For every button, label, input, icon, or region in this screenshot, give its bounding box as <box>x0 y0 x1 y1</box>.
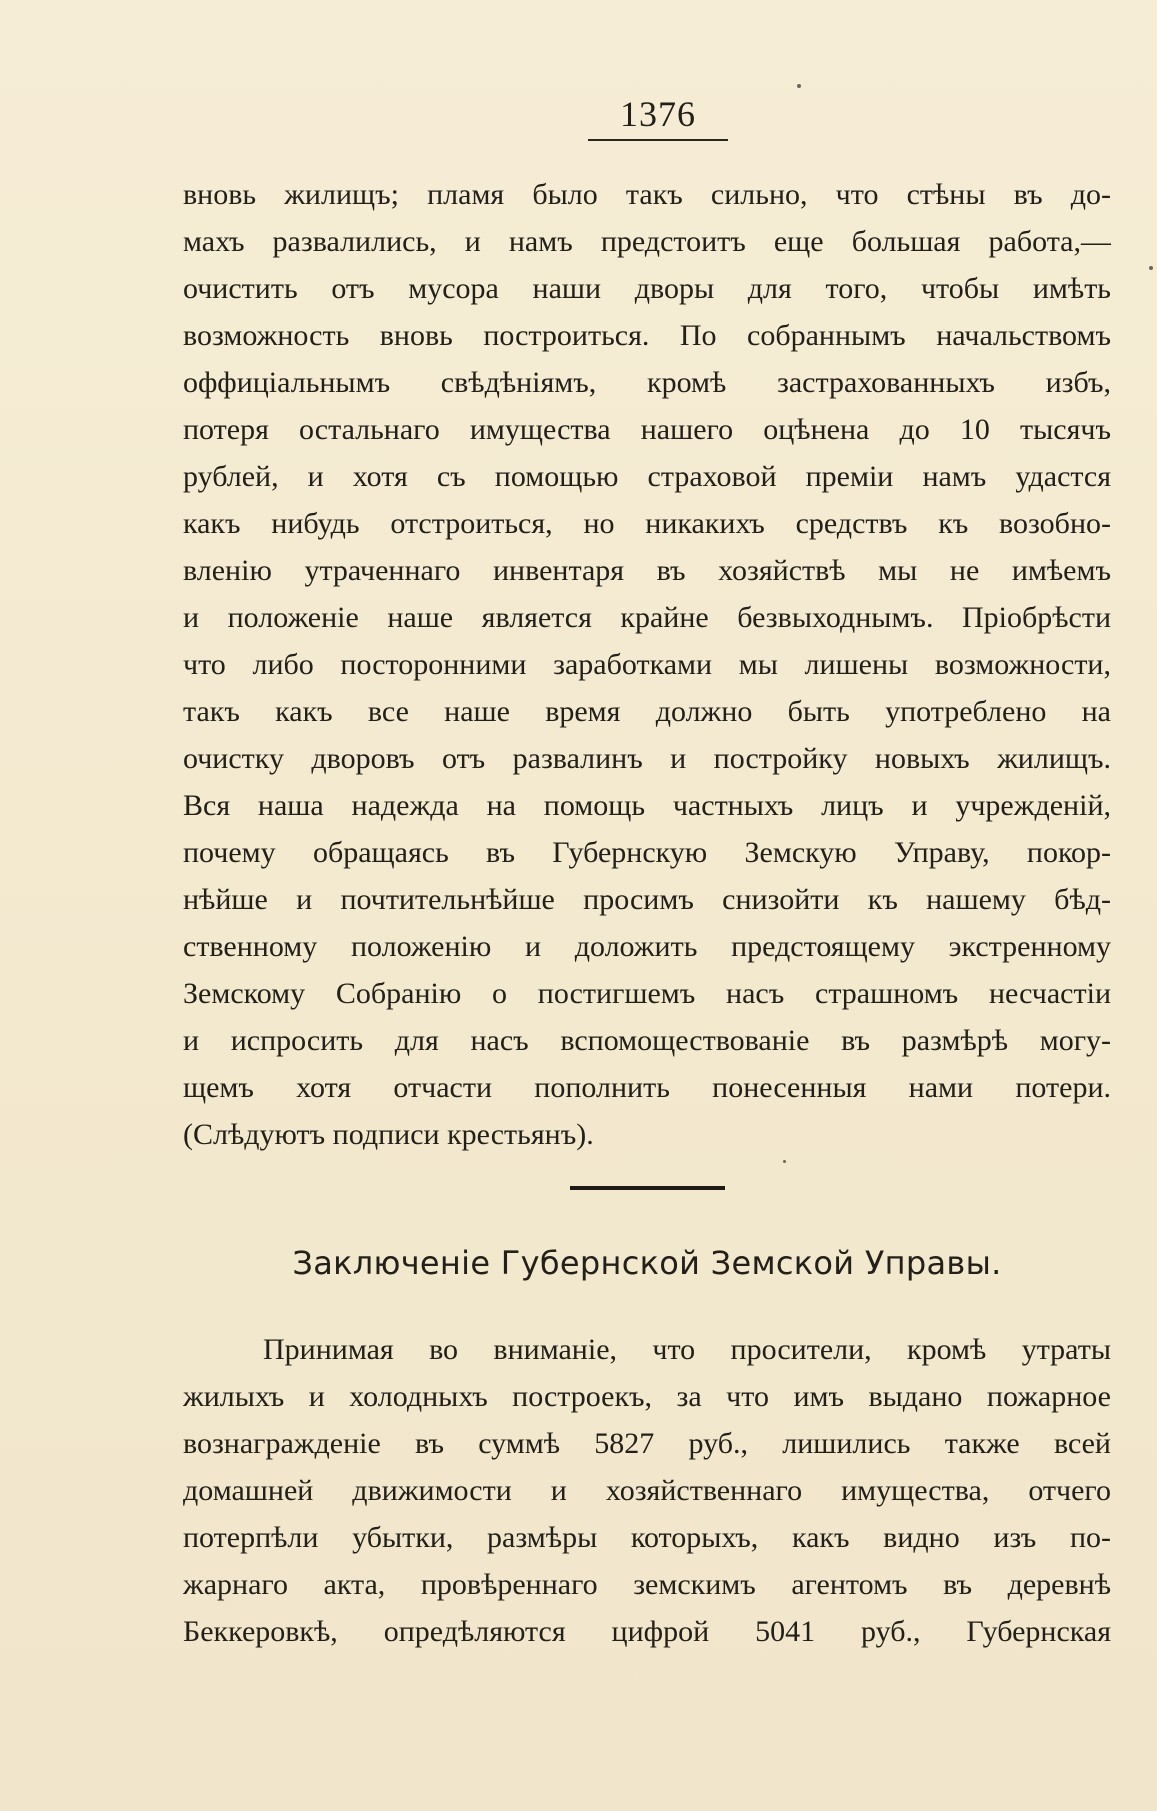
text-line: домашней движимости и хозяйственнаго имущества, отчего <box>183 1474 1111 1507</box>
text-line: почему обращаясь въ Губернскую Земскую Управу, покор- <box>183 836 1111 869</box>
text-line: вленію утраченнаго инвентаря въ хозяйствѣ мы не имѣемъ <box>183 554 1111 587</box>
text-line: потерпѣли убытки, размѣры которыхъ, какъ видно изъ по- <box>183 1521 1111 1554</box>
text-line: оффиціальнымъ свѣдѣніямъ, кромѣ застрахованныхъ избъ, <box>183 366 1111 399</box>
paper-speck <box>783 1160 786 1163</box>
text-line: вновь жилищъ; пламя было такъ сильно, что стѣны въ до- <box>183 178 1111 211</box>
text-line: нѣйше и почтительнѣйше просимъ снизойти къ нашему бѣд- <box>183 883 1111 916</box>
signature-note: (Слѣдуютъ подписи крестьянъ). <box>183 1118 594 1151</box>
text-line: вознагражденіе въ суммѣ 5827 руб., лишились также всей <box>183 1427 1111 1460</box>
text-line: и испросить для насъ вспомоществованіе въ размѣрѣ могу- <box>183 1024 1111 1057</box>
text-line: щемъ хотя отчасти пополнить понесенныя нами потери. <box>183 1071 1111 1104</box>
text-line: ственному положенію и доложить предстоящему экстренному <box>183 930 1111 963</box>
paper-speck <box>1149 266 1153 270</box>
section-heading: Заключеніе Губернской Земской Управы. <box>292 1244 1002 1282</box>
text-line: потеря остальнаго имущества нашего оцѣнена до 10 тысячъ <box>183 413 1111 446</box>
text-line: возможность вновь построиться. По собраннымъ начальствомъ <box>183 319 1111 352</box>
text-line: что либо посторонними заработками мы лишены возможности, <box>183 648 1111 681</box>
section-divider <box>570 1186 725 1190</box>
text-line: Принимая во вниманіе, что просители, кромѣ утраты <box>263 1333 1111 1366</box>
conclusion-text <box>183 1326 1111 1655</box>
text-line: жарнаго акта, провѣреннаго земскимъ агентомъ въ деревнѣ <box>183 1568 1111 1601</box>
paper-speck <box>797 84 801 88</box>
text-line: очистку дворовъ отъ развалинъ и постройку новыхъ жилищъ. <box>183 742 1111 775</box>
text-line: жилыхъ и холодныхъ построекъ, за что имъ выдано пожарное <box>183 1380 1111 1413</box>
text-line: Беккеровкѣ, опредѣляются цифрой 5041 руб., Губернская <box>183 1615 1111 1648</box>
page-number: 1376 <box>620 94 696 134</box>
text-line: какъ нибудь отстроиться, но никакихъ средствъ къ возобно- <box>183 507 1111 540</box>
text-line: очистить отъ мусора наши дворы для того, чтобы имѣть <box>183 272 1111 305</box>
petition-text <box>183 171 1111 1158</box>
text-line: махъ развалились, и намъ предстоитъ еще большая работа,— <box>183 225 1111 258</box>
text-line: Вся наша надежда на помощь частныхъ лицъ и учрежденій, <box>183 789 1111 822</box>
text-line: рублей, и хотя съ помощью страховой преміи намъ удастся <box>183 460 1111 493</box>
text-line: такъ какъ все наше время должно быть употреблено на <box>183 695 1111 728</box>
text-line: и положеніе наше является крайне безвыходнымъ. Пріобрѣсти <box>183 601 1111 634</box>
text-line: Земскому Собранію о постигшемъ насъ страшномъ несчастіи <box>183 977 1111 1010</box>
page-number-underline <box>588 139 728 141</box>
